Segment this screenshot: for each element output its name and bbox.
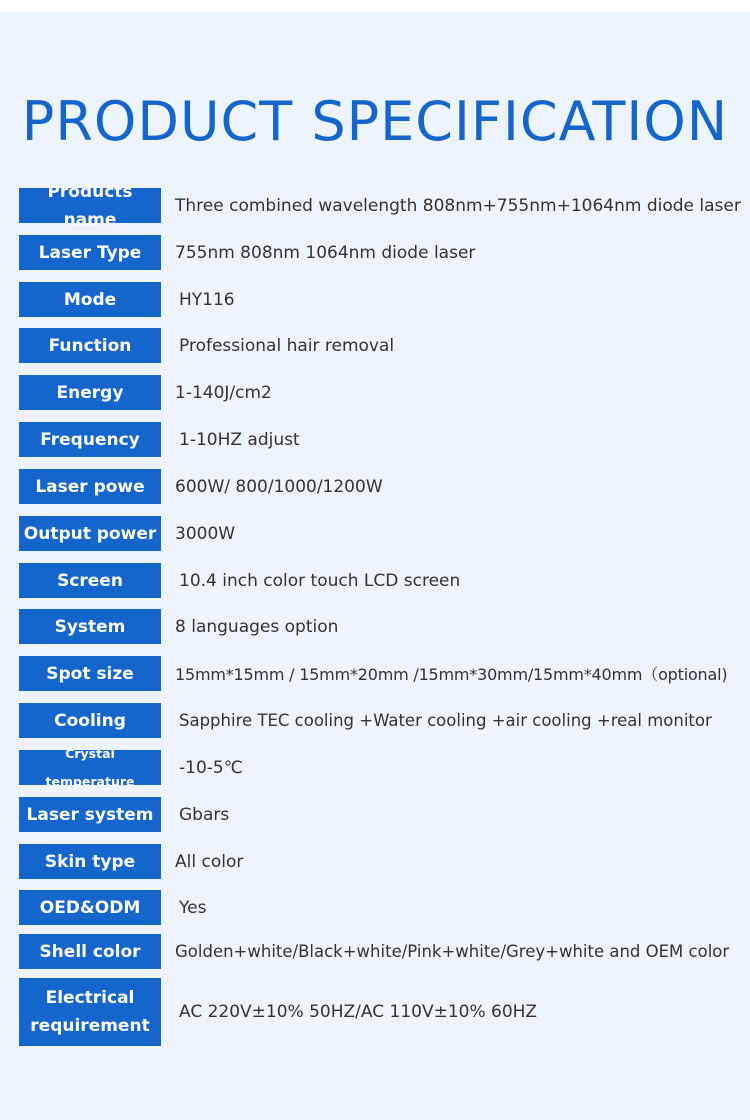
spec-value: 8 languages option	[175, 616, 339, 637]
spec-value: AC 220V±10% 50HZ/AC 110V±10% 60HZ	[179, 1002, 538, 1022]
spec-value: Sapphire TEC cooling +Water cooling +air cooling +real monitor	[179, 711, 712, 730]
spec-value: Professional hair removal	[179, 335, 395, 356]
spec-value: 1-10HZ adjust	[179, 429, 300, 450]
spec-row-system	[19, 609, 739, 644]
page-title: PRODUCT SPECIFICATION	[21, 90, 729, 153]
spec-label: Products name	[19, 188, 161, 223]
spec-row-mode	[19, 282, 739, 317]
spec-value: Three combined wavelength 808nm+755nm+1064nm diode laser	[175, 195, 741, 216]
spec-label: Crystal temperature	[19, 750, 161, 785]
spec-row-products-name	[19, 181, 741, 230]
spec-value: -10-5℃	[179, 757, 243, 778]
spec-row-laser-system	[19, 797, 739, 832]
spec-label: Electrical requirement	[19, 978, 161, 1046]
spec-row-oed-odm	[19, 890, 739, 925]
spec-label: Function	[19, 328, 161, 363]
spec-row-electrical-requirement	[19, 978, 739, 1046]
spec-label: Laser powe	[19, 469, 161, 504]
spec-value: 1-140J/cm2	[175, 382, 272, 403]
spec-row-crystal-temperature	[19, 745, 739, 789]
spec-row-shell-color	[19, 934, 739, 969]
spec-value: All color	[175, 851, 244, 872]
spec-value: 3000W	[175, 523, 236, 544]
spec-row-laser-type	[19, 235, 739, 270]
spec-value: Golden+white/Black+white/Pink+white/Grey+white and OEM color	[175, 942, 730, 961]
spec-label: Skin type	[19, 844, 161, 879]
spec-row-energy	[19, 375, 739, 410]
spec-label: Cooling	[19, 703, 161, 738]
spec-row-spot-size	[19, 656, 739, 691]
spec-label: Screen	[19, 563, 161, 598]
spec-row-function	[19, 328, 739, 363]
spec-label: System	[19, 609, 161, 644]
spec-value: 10.4 inch color touch LCD screen	[179, 570, 461, 591]
spec-value: Yes	[179, 897, 207, 918]
spec-value: HY116	[179, 289, 235, 310]
spec-row-output-power	[19, 516, 739, 551]
spec-label: OED&ODM	[19, 890, 161, 925]
spec-label: Spot size	[19, 656, 161, 691]
spec-label: Output power	[19, 516, 161, 551]
spec-label: Laser Type	[19, 235, 161, 270]
spec-value: 600W/ 800/1000/1200W	[175, 476, 383, 497]
spec-value: 755nm 808nm 1064nm diode laser	[175, 242, 476, 263]
spec-row-laser-power	[19, 469, 739, 504]
spec-row-frequency	[19, 422, 739, 457]
spec-value: Gbars	[179, 804, 230, 825]
spec-label: Shell color	[19, 934, 161, 969]
spec-label: Mode	[19, 282, 161, 317]
spec-value: 15mm*15mm / 15mm*20mm /15mm*30mm/15mm*40mm（optional)	[175, 665, 728, 684]
spec-row-screen	[19, 563, 739, 598]
spec-row-skin-type	[19, 844, 739, 879]
spec-label: Energy	[19, 375, 161, 410]
spec-row-cooling	[19, 703, 739, 738]
spec-label: Laser system	[19, 797, 161, 832]
spec-label: Frequency	[19, 422, 161, 457]
